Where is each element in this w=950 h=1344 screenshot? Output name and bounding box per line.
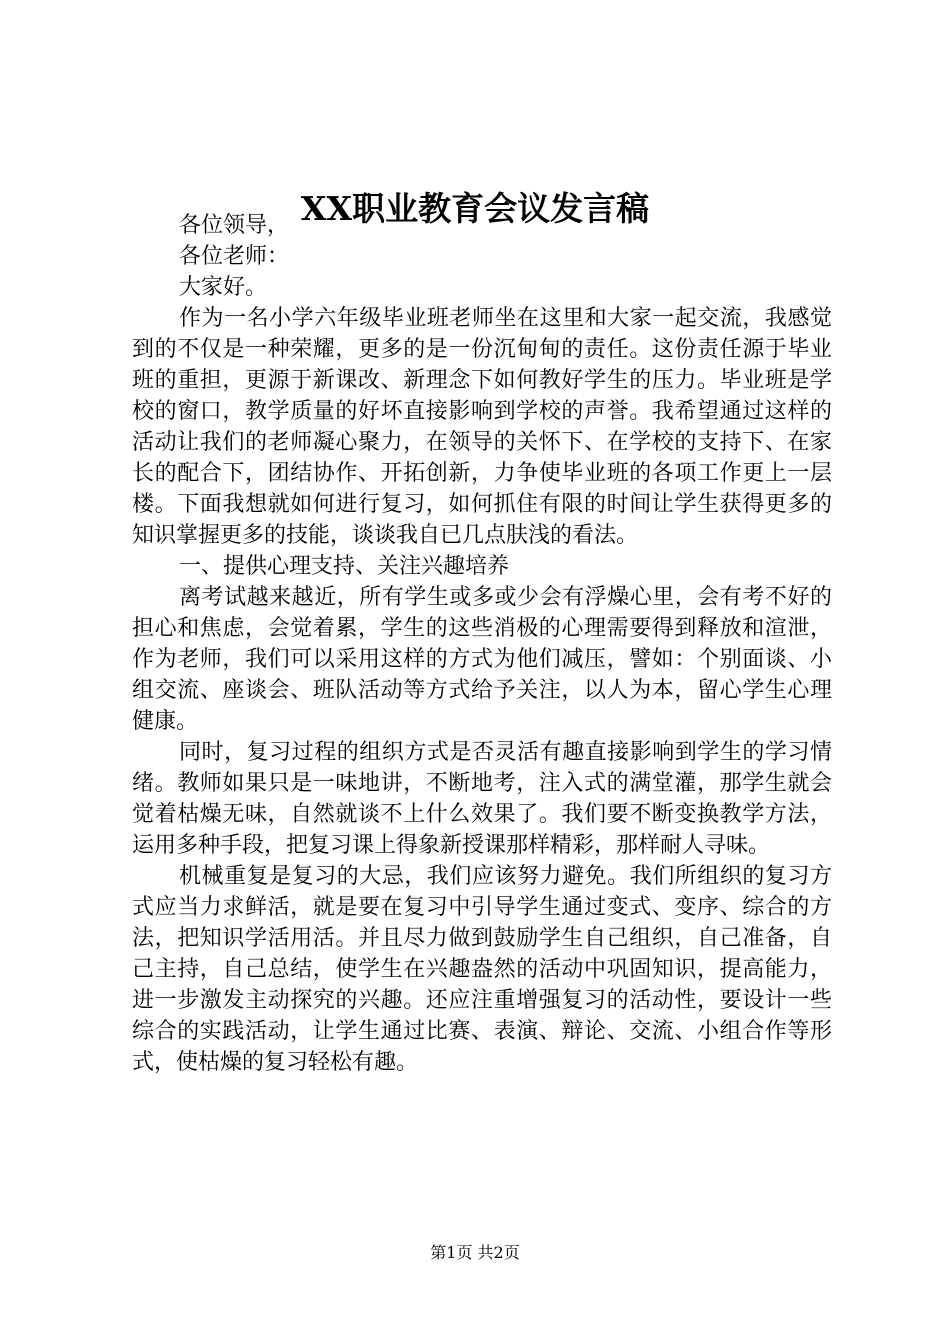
document-title: XX职业教育会议发言稿 xyxy=(300,189,650,228)
paragraph-review-organization: 同时，复习过程的组织方式是否灵活有趣直接影响到学生的学习情绪。教师如果只是一味地讲，不断地考，注入式的满堂灌，那学生就会觉着枯燥无味，自然就谈不上什么效果了。我们要不断变换教学方法，运用多种手段，把复习课上得象新授课那样精彩，那样耐人寻味。 xyxy=(132,740,832,858)
paragraph-intro: 作为一名小学六年级毕业班老师坐在这里和大家一起交流，我感觉到的不仅是一种荣耀，更多的是一份沉甸甸的责任。这份责任源于毕业班的重担，更源于新课改、新理念下如何教好学生的压力。毕业班是学校的窗口，教学质量的好坏直接影响到学校的声誉。我希望通过这样的活动让我们的老师凝心聚力，在领导的关怀下、在学校的支持下、在家长的配合下，团结协作、开拓创新，力争使毕业班的各项工作更上一层楼。下面我想就如何进行复习，如何抓住有限的时间让学生获得更多的知识掌握更多的技能，谈谈我自已几点肤浅的看法。 xyxy=(132,306,832,548)
greeting-leaders: 各位领导， xyxy=(179,213,290,238)
greeting-teachers: 各位老师： xyxy=(179,244,290,269)
greeting-everyone: 大家好。 xyxy=(179,275,268,300)
section-heading: 一、提供心理支持、关注兴趣培养 xyxy=(179,554,510,579)
paragraph-avoid-repetition: 机械重复是复习的大忌，我们应该努力避免。我们所组织的复习方式应当力求鲜活，就是要在复习中引导学生通过变式、变序、综合的方法，把知识学活用活。并且尽力做到鼓励学生自己组织，自己准备，自己主持，自己总结，使学生在兴趣盎然的活动中巩固知识，提高能力，进一步激发主动探究的兴趣。还应注重增强复习的活动性，要设计一些综合的实践活动，让学生通过比赛、表演、辩论、交流、小组合作等形式，使枯燥的复习轻松有趣。 xyxy=(132,864,832,1075)
document-body xyxy=(132,210,832,1078)
page-footer: 第1页 共2页 xyxy=(430,1243,520,1262)
paragraph-psychological-support: 离考试越来越近，所有学生或多或少会有浮燥心里，会有考不好的担心和焦虑，会觉着累，学生的这些消极的心理需要得到释放和渲泄，作为老师，我们可以采用这样的方式为他们减压，譬如：个别面谈、小组交流、座谈会、班队活动等方式给予关注，以人为本，留心学生心理健康。 xyxy=(132,585,832,734)
